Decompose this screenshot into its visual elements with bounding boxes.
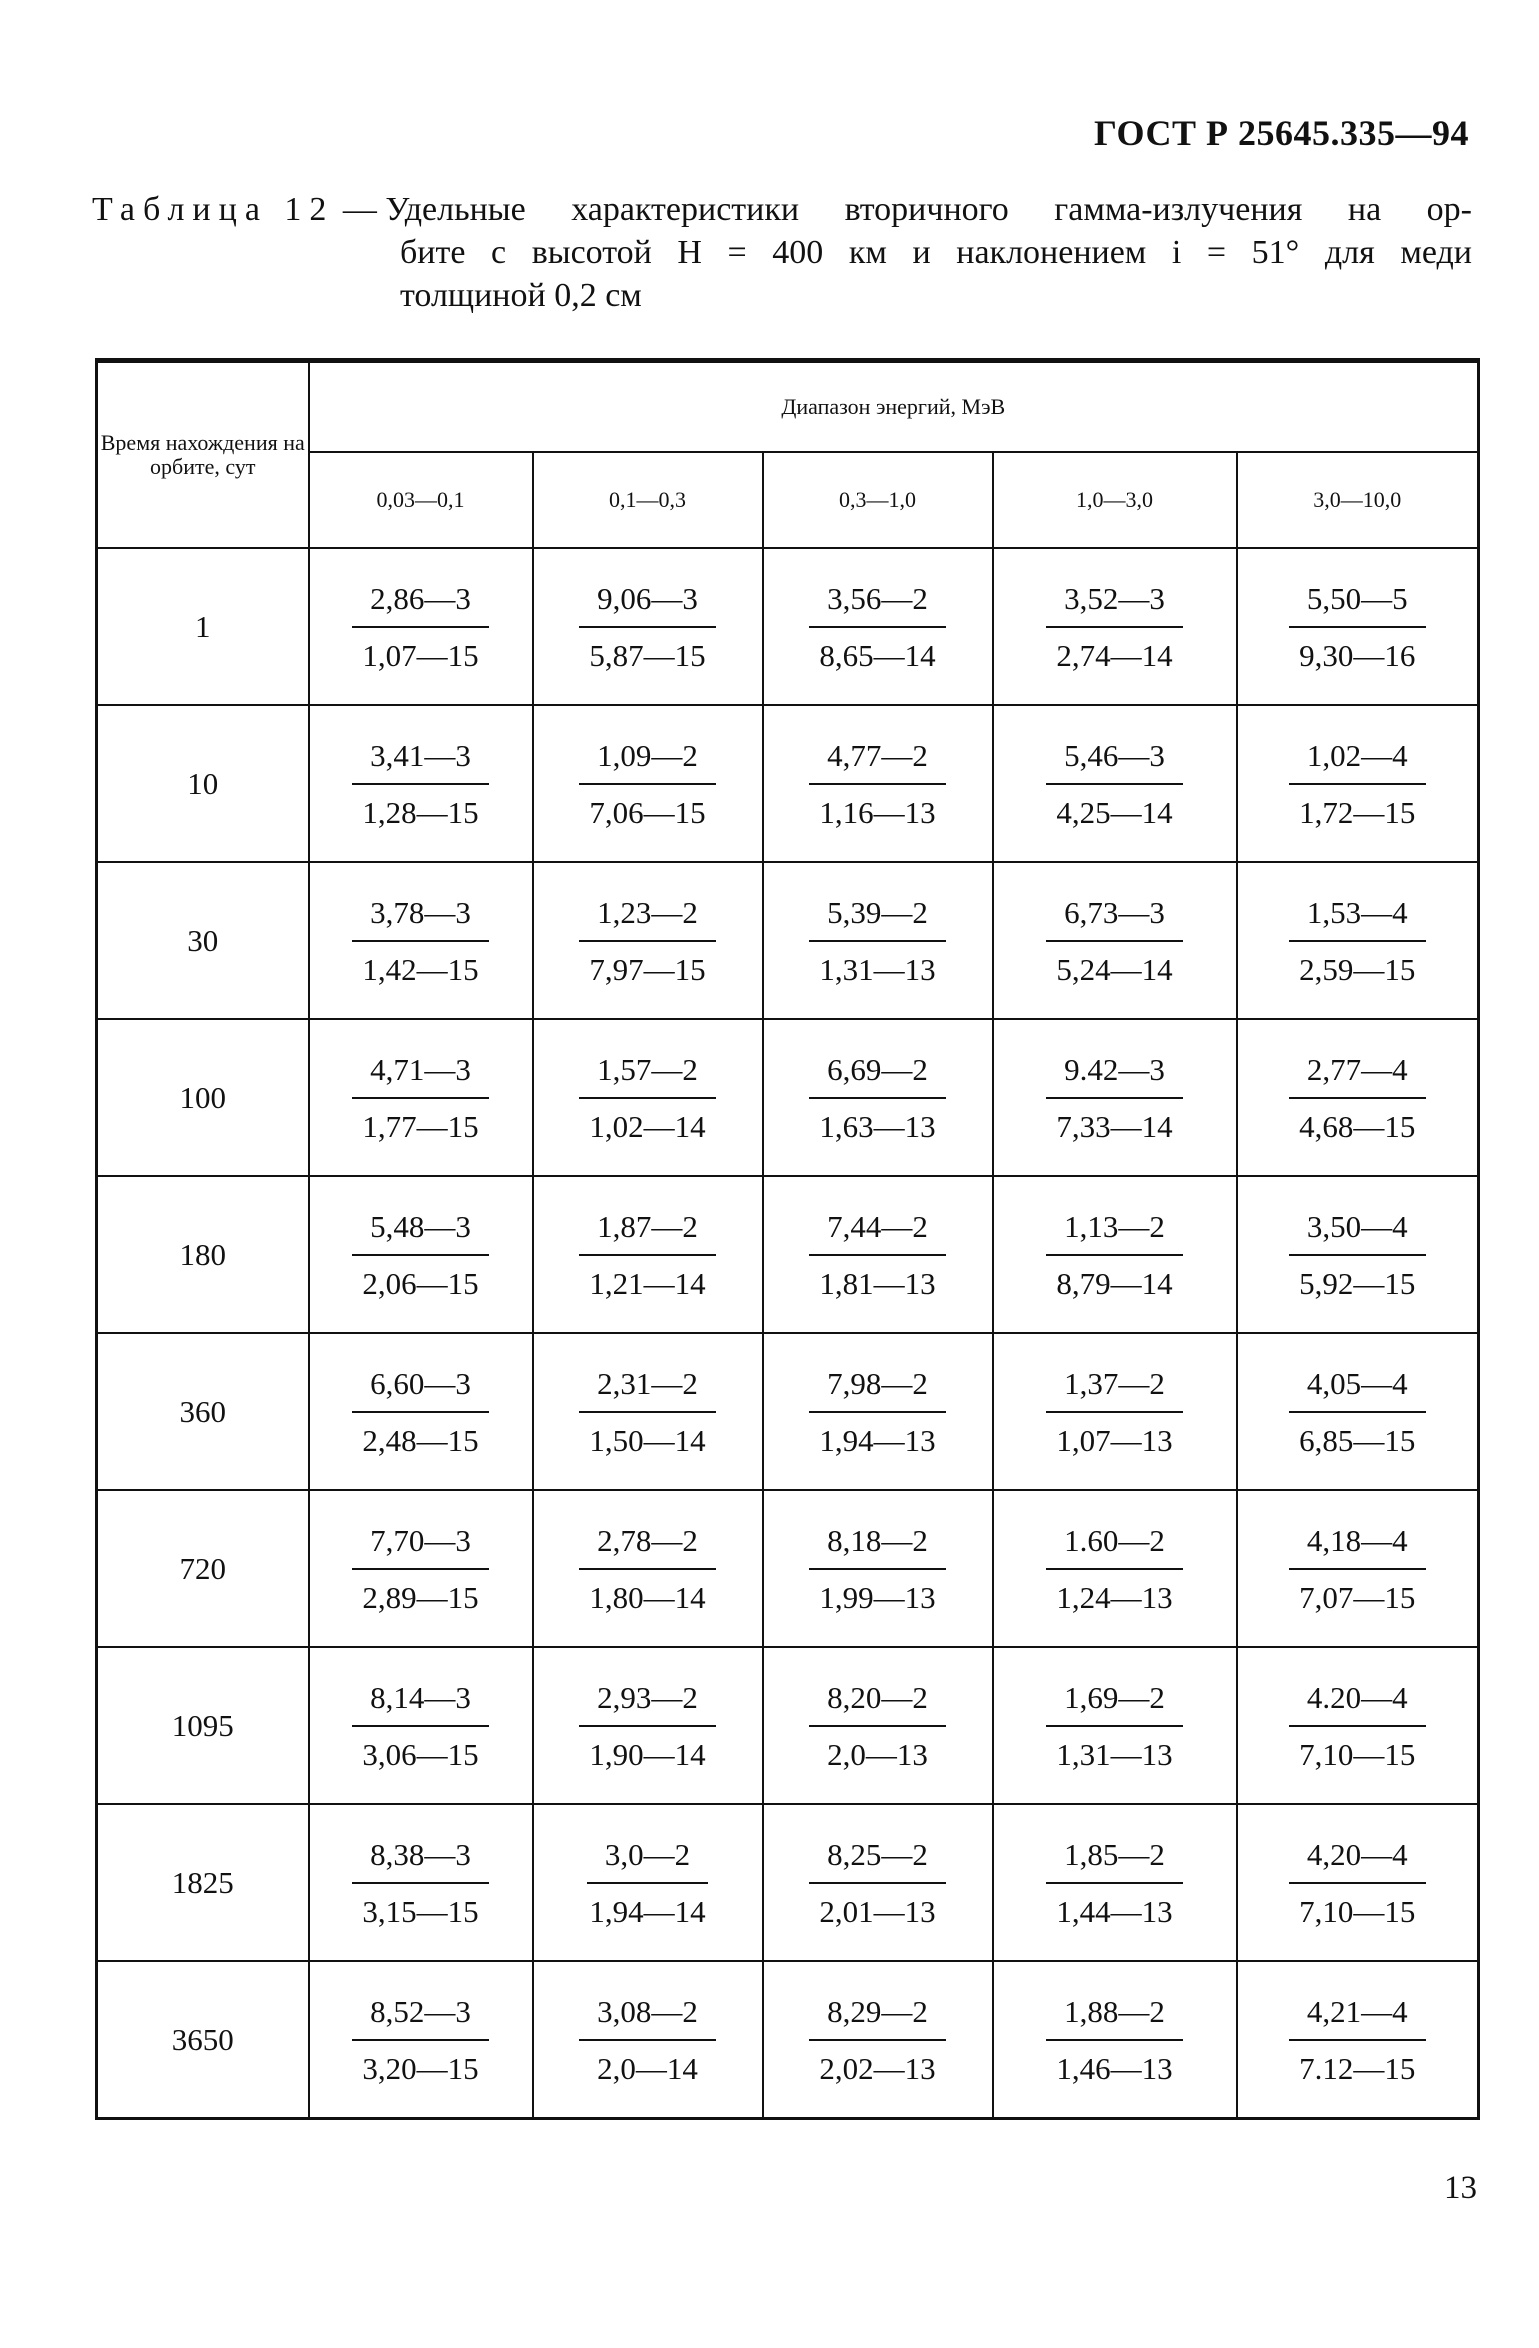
value-cell [763,1804,993,1961]
fraction [1289,894,1426,987]
fraction [809,1836,946,1929]
denominator-value: 2,0—13 [827,1736,928,1772]
numerator-value: 1,02—4 [1289,740,1426,785]
value-cell [993,1333,1237,1490]
fraction [1046,1051,1183,1144]
denominator-value: 5,24—14 [1056,951,1173,987]
numerator-value: 1,13—2 [1046,1211,1183,1256]
value-cell [763,1490,993,1647]
fraction [809,737,946,830]
numerator-value: 4,71—3 [352,1054,489,1099]
table-row [97,1961,1479,2119]
numerator-value: 1,69—2 [1046,1682,1183,1727]
value-cell [1237,1804,1479,1961]
fraction [579,580,716,673]
fraction [1289,1208,1426,1301]
numerator-value: 9.42—3 [1046,1054,1183,1099]
value-cell [763,1961,993,2119]
value-cell [533,1804,763,1961]
gamma-characteristics-table [95,358,1480,2120]
fraction [809,1051,946,1144]
numerator-value: 8,29—2 [809,1996,946,2041]
numerator-value: 8,52—3 [352,1996,489,2041]
denominator-value: 2,0—14 [597,2050,698,2086]
value-cell [763,705,993,862]
value-cell [763,1333,993,1490]
numerator-value: 3,56—2 [809,583,946,628]
numerator-value: 6,60—3 [352,1368,489,1413]
time-cell: 10 [97,705,309,862]
numerator-value: 1,37—2 [1046,1368,1183,1413]
fraction [1046,580,1183,673]
energy-column-header: 1,0—3,0 [993,452,1237,548]
time-cell: 100 [97,1019,309,1176]
fraction [579,1522,716,1615]
fraction [579,1679,716,1772]
numerator-value: 5,46—3 [1046,740,1183,785]
fraction [809,1208,946,1301]
value-cell [763,1019,993,1176]
fraction [809,894,946,987]
numerator-value: 6,73—3 [1046,897,1183,942]
value-cell [309,1019,533,1176]
value-cell [993,1647,1237,1804]
value-cell [1237,548,1479,705]
denominator-value: 1,28—15 [362,794,479,830]
denominator-value: 7,06—15 [589,794,706,830]
value-cell [533,1961,763,2119]
table-row [97,862,1479,1019]
numerator-value: 4,21—4 [1289,1996,1426,2041]
table-row [97,1804,1479,1961]
numerator-value: 3,52—3 [1046,583,1183,628]
denominator-value: 8,79—14 [1056,1265,1173,1301]
fraction [809,1522,946,1615]
energy-column-header: 0,1—0,3 [533,452,763,548]
time-cell: 1 [97,548,309,705]
numerator-value: 4,20—4 [1289,1839,1426,1884]
denominator-value: 1,77—15 [362,1108,479,1144]
numerator-value: 2,31—2 [579,1368,716,1413]
fraction [352,580,489,673]
numerator-value: 5,48—3 [352,1211,489,1256]
table-row [97,548,1479,705]
value-cell [1237,705,1479,862]
fraction [1289,1679,1426,1772]
numerator-value: 2,86—3 [352,583,489,628]
value-cell [993,705,1237,862]
fraction [1289,1993,1426,2086]
value-cell [763,548,993,705]
time-cell: 30 [97,862,309,1019]
table-row [97,1019,1479,1176]
value-cell [763,1647,993,1804]
numerator-value: 1,88—2 [1046,1996,1183,2041]
denominator-value: 2,01—13 [819,1893,936,1929]
value-cell [1237,1961,1479,2119]
denominator-value: 2,89—15 [362,1579,479,1615]
denominator-value: 3,15—15 [362,1893,479,1929]
fraction [352,1051,489,1144]
time-cell: 720 [97,1490,309,1647]
value-cell [533,705,763,862]
value-cell [993,1490,1237,1647]
denominator-value: 1,02—14 [589,1108,706,1144]
value-cell [1237,1176,1479,1333]
value-cell [1237,862,1479,1019]
table-row [97,1176,1479,1333]
caption-line-3: толщиной 0,2 см [400,277,642,314]
numerator-value: 1,87—2 [579,1211,716,1256]
value-cell [533,548,763,705]
fraction [579,1993,716,2086]
time-cell: 1095 [97,1647,309,1804]
denominator-value: 1,94—14 [589,1893,706,1929]
table-row [97,1647,1479,1804]
denominator-value: 1,16—13 [819,794,936,830]
fraction [1046,1522,1183,1615]
value-cell [993,1804,1237,1961]
fraction [352,1836,489,1929]
fraction [352,737,489,830]
fraction [579,1365,716,1458]
numerator-value: 1.60—2 [1046,1525,1183,1570]
denominator-value: 9,30—16 [1299,637,1416,673]
value-cell [1237,1647,1479,1804]
denominator-value: 1,80—14 [589,1579,706,1615]
value-cell [309,1333,533,1490]
value-cell [309,1490,533,1647]
denominator-value: 1,44—13 [1056,1893,1173,1929]
value-cell [533,1176,763,1333]
time-column-header: Время нахождения на орбите, сут [97,361,309,549]
fraction [579,894,716,987]
value-cell [1237,1333,1479,1490]
value-cell [763,1176,993,1333]
fraction [809,1679,946,1772]
denominator-value: 3,20—15 [362,2050,479,2086]
numerator-value: 4.20—4 [1289,1682,1426,1727]
numerator-value: 4,05—4 [1289,1368,1426,1413]
caption-label: Таблица 12 [92,191,335,228]
fraction [1046,1836,1183,1929]
value-cell [309,1647,533,1804]
value-cell [309,548,533,705]
numerator-value: 2,77—4 [1289,1054,1426,1099]
value-cell [763,862,993,1019]
numerator-value: 3,50—4 [1289,1211,1426,1256]
energy-range-header: Диапазон энергий, МэВ [309,361,1479,453]
denominator-value: 1,63—13 [819,1108,936,1144]
denominator-value: 7,10—15 [1299,1736,1416,1772]
denominator-value: 2,48—15 [362,1422,479,1458]
numerator-value: 2,93—2 [579,1682,716,1727]
value-cell [1237,1019,1479,1176]
numerator-value: 7,98—2 [809,1368,946,1413]
fraction [1289,1051,1426,1144]
fraction [579,1208,716,1301]
denominator-value: 7,97—15 [589,951,706,987]
numerator-value: 8,20—2 [809,1682,946,1727]
denominator-value: 2,02—13 [819,2050,936,2086]
fraction [1046,1365,1183,1458]
value-cell [1237,1490,1479,1647]
value-cell [309,1176,533,1333]
denominator-value: 2,59—15 [1299,951,1416,987]
energy-column-header: 0,3—1,0 [763,452,993,548]
denominator-value: 1,50—14 [589,1422,706,1458]
time-cell: 3650 [97,1961,309,2119]
fraction [1046,1208,1183,1301]
table-row [97,1490,1479,1647]
page-number: 13 [1444,2170,1477,2206]
denominator-value: 1,90—14 [589,1736,706,1772]
fraction [352,1679,489,1772]
value-cell [309,1804,533,1961]
fraction [1289,1522,1426,1615]
fraction [1046,894,1183,987]
fraction [1289,737,1426,830]
caption-dash: — [334,191,386,228]
fraction [1046,737,1183,830]
denominator-value: 3,06—15 [362,1736,479,1772]
denominator-value: 2,06—15 [362,1265,479,1301]
table-caption [92,188,1472,317]
fraction [352,1208,489,1301]
time-cell: 360 [97,1333,309,1490]
value-cell [993,1176,1237,1333]
denominator-value: 1,21—14 [589,1265,706,1301]
numerator-value: 7,44—2 [809,1211,946,1256]
numerator-value: 4,18—4 [1289,1525,1426,1570]
denominator-value: 7,07—15 [1299,1579,1416,1615]
energy-column-header: 0,03—0,1 [309,452,533,548]
denominator-value: 4,68—15 [1299,1108,1416,1144]
denominator-value: 5,92—15 [1299,1265,1416,1301]
numerator-value: 2,78—2 [579,1525,716,1570]
fraction [352,1365,489,1458]
denominator-value: 1,94—13 [819,1422,936,1458]
numerator-value: 8,25—2 [809,1839,946,1884]
numerator-value: 6,69—2 [809,1054,946,1099]
value-cell [533,1490,763,1647]
value-cell [533,862,763,1019]
caption-line-1: Удельные характеристики вторичного гамма-излучения на ор- [385,191,1472,228]
value-cell [993,548,1237,705]
denominator-value: 1,81—13 [819,1265,936,1301]
denominator-value: 8,65—14 [819,637,936,673]
numerator-value: 1,53—4 [1289,897,1426,942]
fraction [352,894,489,987]
denominator-value: 1,46—13 [1056,2050,1173,2086]
denominator-value: 1,42—15 [362,951,479,987]
denominator-value: 2,74—14 [1056,637,1173,673]
time-cell: 180 [97,1176,309,1333]
table-row [97,705,1479,862]
fraction [352,1522,489,1615]
fraction [1046,1993,1183,2086]
denominator-value: 5,87—15 [589,637,706,673]
numerator-value: 3,78—3 [352,897,489,942]
numerator-value: 3,08—2 [579,1996,716,2041]
value-cell [309,862,533,1019]
value-cell [993,862,1237,1019]
denominator-value: 1,99—13 [819,1579,936,1615]
value-cell [533,1019,763,1176]
fraction [579,1051,716,1144]
fraction [1289,1836,1426,1929]
table-row [97,1333,1479,1490]
value-cell [309,705,533,862]
numerator-value: 3,41—3 [352,740,489,785]
numerator-value: 4,77—2 [809,740,946,785]
numerator-value: 7,70—3 [352,1525,489,1570]
fraction [1289,580,1426,673]
time-cell: 1825 [97,1804,309,1961]
fraction [809,580,946,673]
fraction [579,737,716,830]
numerator-value: 1,23—2 [579,897,716,942]
denominator-value: 6,85—15 [1299,1422,1416,1458]
denominator-value: 1,72—15 [1299,794,1416,830]
denominator-value: 1,24—13 [1056,1579,1173,1615]
fraction [352,1993,489,2086]
fraction [809,1365,946,1458]
denominator-value: 7.12—15 [1299,2050,1416,2086]
value-cell [533,1333,763,1490]
fraction [1046,1679,1183,1772]
caption-line-2: бите с высотой H = 400 км и наклонением i = 51° для меди [400,234,1472,271]
denominator-value: 1,07—15 [362,637,479,673]
fraction [809,1993,946,2086]
fraction [587,1836,708,1929]
numerator-value: 1,09—2 [579,740,716,785]
value-cell [309,1961,533,2119]
value-cell [993,1961,1237,2119]
energy-column-header: 3,0—10,0 [1237,452,1479,548]
value-cell [993,1019,1237,1176]
denominator-value: 1,07—13 [1056,1422,1173,1458]
numerator-value: 9,06—3 [579,583,716,628]
denominator-value: 4,25—14 [1056,794,1173,830]
denominator-value: 1,31—13 [1056,1736,1173,1772]
numerator-value: 3,0—2 [587,1839,708,1884]
denominator-value: 7,10—15 [1299,1893,1416,1929]
document-code: ГОСТ Р 25645.335—94 [1094,113,1469,153]
numerator-value: 8,18—2 [809,1525,946,1570]
numerator-value: 5,39—2 [809,897,946,942]
value-cell [533,1647,763,1804]
denominator-value: 7,33—14 [1056,1108,1173,1144]
numerator-value: 8,38—3 [352,1839,489,1884]
numerator-value: 1,57—2 [579,1054,716,1099]
numerator-value: 5,50—5 [1289,583,1426,628]
numerator-value: 1,85—2 [1046,1839,1183,1884]
denominator-value: 1,31—13 [819,951,936,987]
numerator-value: 8,14—3 [352,1682,489,1727]
fraction [1289,1365,1426,1458]
